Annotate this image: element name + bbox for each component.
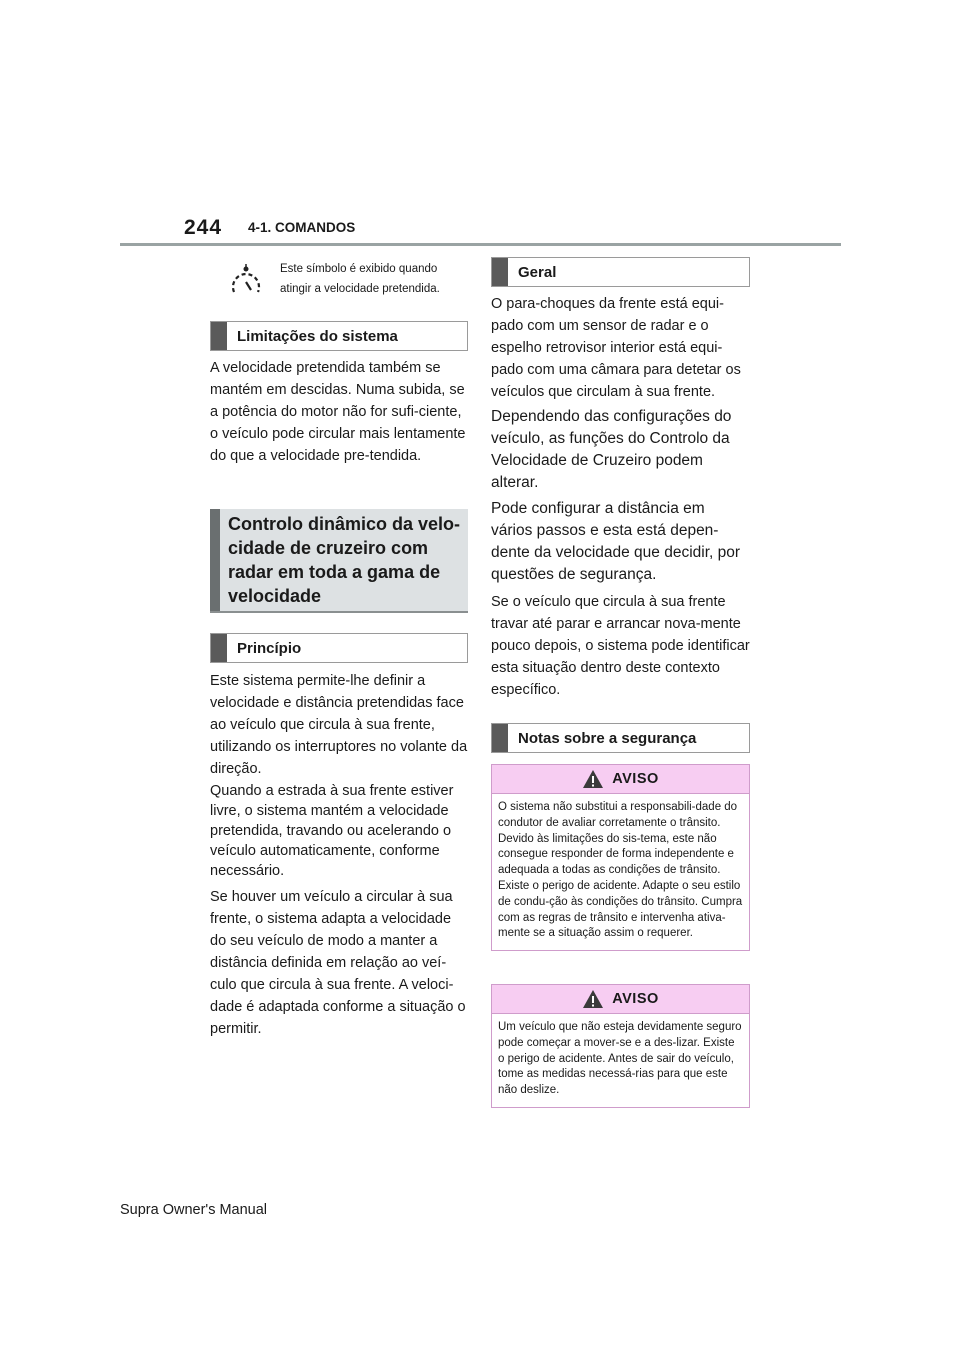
warning-text: O sistema não substitui a responsabili-dade do condutor de avaliar corretamente o trânsito. Devido às limitações do sis-tema, este não consegue responder de forma independente e adequada a todas as condições de trânsito. Existe o perigo de acidente. Adapte o seu estilo de condu-ção às condições do trânsito. Cumpra com as regras de trânsito e intervenha ativa-mente se a situação assim o requerer.	[492, 794, 749, 950]
section-heading-limits	[210, 321, 468, 351]
paragraph-general-4: Se o veículo que circula à sua frente travar até parar e arrancar nova-mente pouco depois, o sistema pode identificar esta situação dentro deste contexto específico.	[491, 594, 750, 698]
section-heading-general	[491, 257, 750, 287]
header-rule	[120, 243, 841, 246]
warning-box	[491, 764, 750, 951]
speed-reached-icon	[228, 264, 264, 298]
page-number: 244	[184, 216, 223, 239]
warning-text: Um veículo que não esteja devidamente seguro pode começar a mover-se e a des-lizar. Existe o perigo de acidente. Antes de sair do veículo, tome as medidas necessá-rias para que este não deslize.	[492, 1014, 749, 1107]
paragraph-principle-3: Se houver um veículo a circular à sua frente, o sistema adapta a velocidade do seu veículo de modo a manter a distância definida em relação ao veí-culo que circula à sua frente. A veloci-dade é adaptada conforme a situação o permitir.	[210, 889, 466, 1037]
warning-box	[491, 984, 750, 1108]
paragraph-limits: A velocidade pretendida também se mantém em descidas. Numa subida, se a potência do motor não for sufi-ciente, o veículo pode circular mais lentamente do que a velocidade pre-tendida.	[210, 360, 466, 464]
section-heading-label: Notas sobre a segurança	[518, 729, 697, 747]
section-heading-label: Limitações do sistema	[237, 327, 398, 345]
warning-header	[492, 985, 749, 1014]
section-heading-label: Princípio	[237, 639, 302, 657]
paragraph-general-2: Dependendo das configurações do veículo, as funções do Controlo da Velocidade de Cruzeiro podem alterar.	[491, 408, 732, 491]
section-heading-safety	[491, 723, 750, 753]
section-heading-dynamic	[210, 509, 468, 613]
section-heading-label: Geral	[518, 263, 557, 281]
warning-triangle-icon	[582, 769, 604, 789]
warning-title: AVISO	[612, 771, 659, 787]
warning-triangle-icon	[582, 989, 604, 1009]
paragraph-principle-2: Quando a estrada à sua frente estiver livre, o sistema mantém a velocidade pretendida, travando ou acelerando o veículo automaticamente, conforme necessário.	[210, 783, 454, 879]
icon-note: Este símbolo é exibido quando atingir a velocidade pretendida.	[280, 263, 440, 295]
footer-manual-title: Supra Owner's Manual	[120, 1202, 268, 1218]
chapter-title: 4-1. COMANDOS	[248, 220, 356, 235]
warning-header	[492, 765, 749, 794]
paragraph-principle-1: Este sistema permite-lhe definir a velocidade e distância pretendidas face ao veículo que circula à sua frente, utilizando os interruptores no volante da direção.	[210, 673, 468, 777]
warning-title: AVISO	[612, 991, 659, 1007]
section-heading-label: Controlo dinâmico da velo-cidade de cruzeiro com radar em toda a gama de velocidade	[228, 514, 461, 606]
paragraph-general-3: Pode configurar a distância em vários passos e esta está depen-dente da velocidade que decidir, por questões de segurança.	[491, 500, 741, 583]
section-heading-principle	[210, 633, 468, 663]
paragraph-general-1: O para-choques da frente está equi-pado com um sensor de radar e o espelho retrovisor interior está equi-pado com uma câmara para detetar os veículos que circulam à sua frente.	[491, 296, 741, 400]
